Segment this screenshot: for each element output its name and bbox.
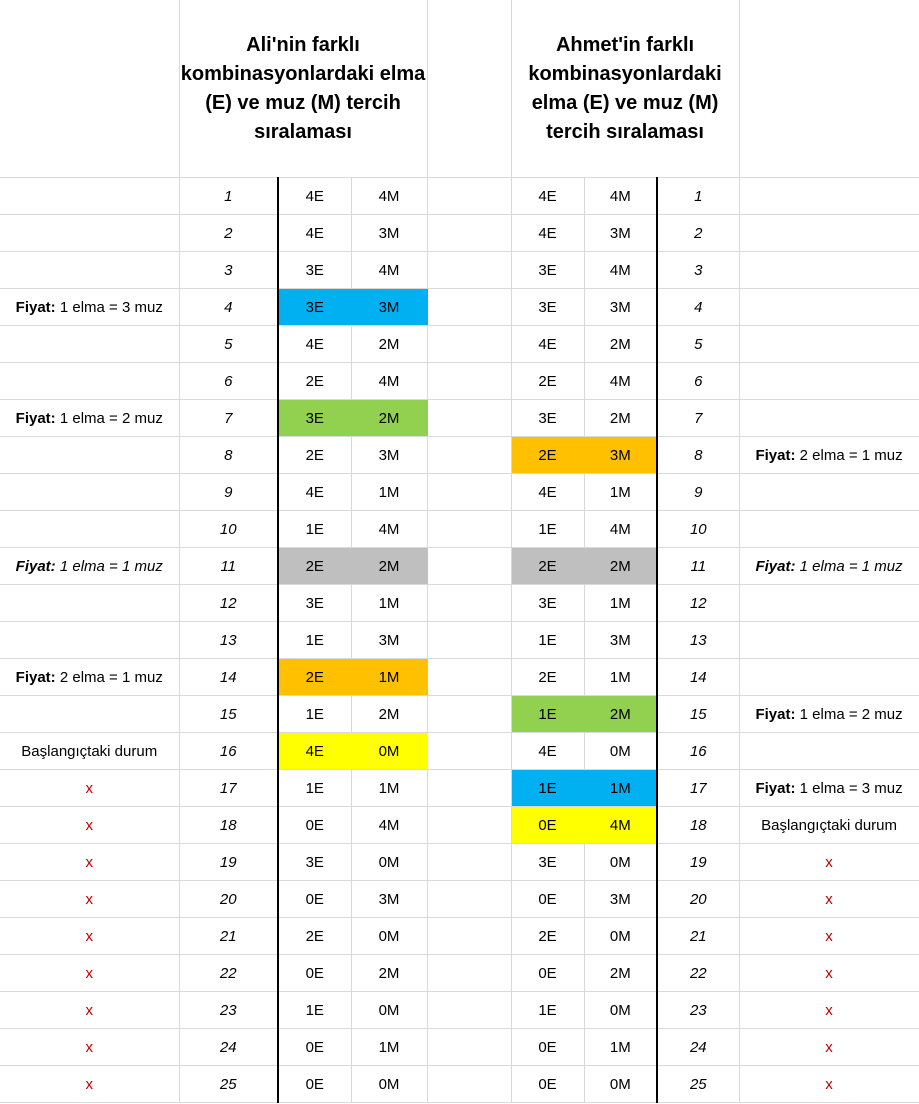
right-note-cell <box>739 807 919 844</box>
ali-rank: 13 <box>179 622 278 659</box>
price-ratio: 1 elma = 2 muz <box>55 409 163 427</box>
ali-rank: 22 <box>179 955 278 992</box>
spacer-cell <box>427 252 511 289</box>
right-note-cell <box>739 770 919 807</box>
header-blank-left <box>0 0 179 178</box>
ahmet-apple-cell: 4E <box>511 215 584 252</box>
ahmet-rank: 23 <box>657 992 739 1029</box>
left-note-cell <box>0 252 179 289</box>
ali-banana-cell: 0M <box>351 1066 427 1103</box>
spacer-cell <box>427 992 511 1029</box>
table-row <box>0 881 919 918</box>
left-note-cell <box>0 807 179 844</box>
ali-rank: 21 <box>179 918 278 955</box>
right-note-cell <box>739 733 919 770</box>
ali-apple-cell: 3E <box>278 252 351 289</box>
ahmet-rank: 15 <box>657 696 739 733</box>
ahmet-apple-cell: 3E <box>511 400 584 437</box>
ali-apple-cell: 0E <box>278 807 351 844</box>
right-note-cell <box>739 918 919 955</box>
ahmet-banana-cell: 4M <box>584 511 657 548</box>
ali-apple-cell: 0E <box>278 955 351 992</box>
right-note-cell <box>739 844 919 881</box>
price-note <box>16 410 163 427</box>
ahmet-rank: 14 <box>657 659 739 696</box>
right-note-cell <box>739 178 919 215</box>
right-note-cell <box>739 252 919 289</box>
ali-rank: 19 <box>179 844 278 881</box>
right-note-cell <box>739 881 919 918</box>
price-ratio: 1 elma = 1 muz <box>55 557 163 575</box>
ahmet-apple-cell: 3E <box>511 585 584 622</box>
price-label: Fiyat: <box>755 557 796 575</box>
spacer-cell <box>427 363 511 400</box>
ali-apple-cell: 0E <box>278 881 351 918</box>
ahmet-banana-cell: 0M <box>584 918 657 955</box>
price-label: Fiyat: <box>755 779 796 797</box>
left-note-cell <box>0 474 179 511</box>
ali-rank: 6 <box>179 363 278 400</box>
price-ratio: 1 elma = 3 muz <box>795 779 903 797</box>
ali-banana-cell: 1M <box>351 1029 427 1066</box>
ali-apple-cell: 4E <box>278 178 351 215</box>
ahmet-banana-cell: 3M <box>584 881 657 918</box>
spacer-cell <box>427 474 511 511</box>
ali-apple-cell: 2E <box>278 548 351 585</box>
ali-header-title: Ali'nin farklı kombinasyonlardaki elma (E) ve muz (M) tercih sıralaması <box>179 0 427 178</box>
ahmet-apple-cell: 4E <box>511 474 584 511</box>
cross-mark: x <box>85 890 93 908</box>
spacer-cell <box>427 918 511 955</box>
ahmet-rank: 9 <box>657 474 739 511</box>
ali-rank: 1 <box>179 178 278 215</box>
left-note-cell <box>0 622 179 659</box>
cross-mark: x <box>825 927 833 945</box>
spacer-cell <box>427 622 511 659</box>
ahmet-banana-cell: 2M <box>584 696 657 733</box>
right-note-cell <box>739 437 919 474</box>
table-row <box>0 770 919 807</box>
ahmet-rank: 1 <box>657 178 739 215</box>
ahmet-banana-cell: 4M <box>584 252 657 289</box>
cross-mark: x <box>825 1001 833 1019</box>
ali-banana-cell: 3M <box>351 881 427 918</box>
ahmet-apple-cell: 0E <box>511 955 584 992</box>
left-note-cell <box>0 992 179 1029</box>
ahmet-apple-cell: 4E <box>511 733 584 770</box>
left-note-cell <box>0 511 179 548</box>
spacer-cell <box>427 548 511 585</box>
ahmet-apple-cell: 1E <box>511 511 584 548</box>
ahmet-rank: 6 <box>657 363 739 400</box>
cross-mark: x <box>85 1038 93 1056</box>
ahmet-rank: 17 <box>657 770 739 807</box>
ali-rank: 15 <box>179 696 278 733</box>
ahmet-apple-cell: 2E <box>511 659 584 696</box>
spacer-cell <box>427 696 511 733</box>
ali-apple-cell: 1E <box>278 622 351 659</box>
ahmet-banana-cell: 2M <box>584 400 657 437</box>
left-note-cell <box>0 659 179 696</box>
left-note-cell <box>0 733 179 770</box>
ali-banana-cell: 2M <box>351 696 427 733</box>
table-row <box>0 474 919 511</box>
left-note-cell <box>0 918 179 955</box>
ahmet-rank: 8 <box>657 437 739 474</box>
table-row <box>0 585 919 622</box>
price-note <box>755 447 902 464</box>
ali-banana-cell: 2M <box>351 548 427 585</box>
spacer-cell <box>427 807 511 844</box>
ali-banana-cell: 3M <box>351 215 427 252</box>
header-blank-middle <box>427 0 511 178</box>
ahmet-rank: 12 <box>657 585 739 622</box>
ali-rank: 12 <box>179 585 278 622</box>
table-body <box>0 178 919 1103</box>
price-label: Fiyat: <box>755 446 796 464</box>
left-note-cell <box>0 1066 179 1103</box>
table-row <box>0 622 919 659</box>
right-note-cell <box>739 289 919 326</box>
right-note-cell <box>739 511 919 548</box>
right-note-cell <box>739 326 919 363</box>
ali-rank: 3 <box>179 252 278 289</box>
cross-mark: x <box>85 779 93 797</box>
ahmet-banana-cell: 1M <box>584 659 657 696</box>
table-row <box>0 326 919 363</box>
ali-banana-cell: 1M <box>351 770 427 807</box>
ali-banana-cell: 1M <box>351 659 427 696</box>
ahmet-apple-cell: 3E <box>511 844 584 881</box>
ahmet-banana-cell: 0M <box>584 733 657 770</box>
header-row <box>0 0 919 178</box>
cross-mark: x <box>85 1001 93 1019</box>
left-note-cell <box>0 585 179 622</box>
ahmet-rank: 13 <box>657 622 739 659</box>
ahmet-banana-cell: 1M <box>584 1029 657 1066</box>
ahmet-rank: 18 <box>657 807 739 844</box>
price-ratio: 1 elma = 3 muz <box>55 298 163 316</box>
ali-banana-cell: 3M <box>351 437 427 474</box>
table-row <box>0 437 919 474</box>
spacer-cell <box>427 955 511 992</box>
table-row <box>0 178 919 215</box>
initial-state-note: Başlangıçtaki durum <box>21 742 158 760</box>
ali-rank: 10 <box>179 511 278 548</box>
left-note-cell <box>0 548 179 585</box>
ali-banana-cell: 4M <box>351 252 427 289</box>
cross-mark: x <box>825 853 833 871</box>
ali-apple-cell: 3E <box>278 289 351 326</box>
ahmet-banana-cell: 2M <box>584 548 657 585</box>
spacer-cell <box>427 1029 511 1066</box>
ahmet-rank: 11 <box>657 548 739 585</box>
price-note <box>16 669 163 686</box>
spacer-cell <box>427 585 511 622</box>
cross-mark: x <box>825 964 833 982</box>
ahmet-rank: 2 <box>657 215 739 252</box>
price-note <box>16 558 163 575</box>
ahmet-apple-cell: 2E <box>511 548 584 585</box>
ahmet-apple-cell: 4E <box>511 326 584 363</box>
price-label: Fiyat: <box>755 705 796 723</box>
left-note-cell <box>0 770 179 807</box>
ahmet-apple-cell: 3E <box>511 289 584 326</box>
ahmet-banana-cell: 4M <box>584 178 657 215</box>
ali-banana-cell: 4M <box>351 363 427 400</box>
price-ratio: 2 elma = 1 muz <box>795 446 903 464</box>
spacer-cell <box>427 770 511 807</box>
table-row <box>0 215 919 252</box>
right-note-cell <box>739 585 919 622</box>
ahmet-banana-cell: 2M <box>584 326 657 363</box>
ali-apple-cell: 3E <box>278 585 351 622</box>
ahmet-apple-cell: 1E <box>511 992 584 1029</box>
ali-rank: 8 <box>179 437 278 474</box>
ali-rank: 9 <box>179 474 278 511</box>
ahmet-rank: 21 <box>657 918 739 955</box>
ali-banana-cell: 4M <box>351 807 427 844</box>
ali-apple-cell: 1E <box>278 770 351 807</box>
ahmet-apple-cell: 1E <box>511 622 584 659</box>
ali-rank: 20 <box>179 881 278 918</box>
ali-apple-cell: 2E <box>278 918 351 955</box>
spacer-cell <box>427 1066 511 1103</box>
table-row <box>0 400 919 437</box>
ali-banana-cell: 3M <box>351 289 427 326</box>
ahmet-apple-cell: 0E <box>511 807 584 844</box>
ahmet-rank: 5 <box>657 326 739 363</box>
price-label: Fiyat: <box>15 409 56 427</box>
ali-banana-cell: 1M <box>351 474 427 511</box>
cross-mark: x <box>825 1075 833 1093</box>
ali-banana-cell: 2M <box>351 326 427 363</box>
ahmet-banana-cell: 0M <box>584 1066 657 1103</box>
ahmet-banana-cell: 4M <box>584 807 657 844</box>
ali-rank: 4 <box>179 289 278 326</box>
ali-banana-cell: 0M <box>351 918 427 955</box>
cross-mark: x <box>825 890 833 908</box>
spacer-cell <box>427 844 511 881</box>
ahmet-apple-cell: 0E <box>511 1066 584 1103</box>
ali-apple-cell: 4E <box>278 326 351 363</box>
ahmet-header-title: Ahmet'in farklı kombinasyonlardaki elma (E) ve muz (M) tercih sıralaması <box>511 0 739 178</box>
right-note-cell <box>739 696 919 733</box>
spacer-cell <box>427 659 511 696</box>
table-row <box>0 844 919 881</box>
ali-apple-cell: 4E <box>278 733 351 770</box>
left-note-cell <box>0 289 179 326</box>
right-note-cell <box>739 215 919 252</box>
ali-rank: 7 <box>179 400 278 437</box>
spacer-cell <box>427 215 511 252</box>
ahmet-banana-cell: 2M <box>584 955 657 992</box>
ahmet-banana-cell: 1M <box>584 585 657 622</box>
table-row <box>0 252 919 289</box>
ali-apple-cell: 1E <box>278 992 351 1029</box>
price-note <box>755 558 902 575</box>
ahmet-banana-cell: 4M <box>584 363 657 400</box>
ahmet-banana-cell: 3M <box>584 437 657 474</box>
ahmet-banana-cell: 0M <box>584 992 657 1029</box>
ahmet-banana-cell: 3M <box>584 622 657 659</box>
ali-rank: 23 <box>179 992 278 1029</box>
price-label: Fiyat: <box>15 298 56 316</box>
ali-apple-cell: 3E <box>278 400 351 437</box>
price-ratio: 1 elma = 1 muz <box>795 557 903 575</box>
ali-banana-cell: 0M <box>351 844 427 881</box>
ali-apple-cell: 0E <box>278 1029 351 1066</box>
ahmet-banana-cell: 0M <box>584 844 657 881</box>
ahmet-rank: 24 <box>657 1029 739 1066</box>
right-note-cell <box>739 474 919 511</box>
table-row <box>0 659 919 696</box>
ali-banana-cell: 0M <box>351 992 427 1029</box>
left-note-cell <box>0 844 179 881</box>
ali-banana-cell: 0M <box>351 733 427 770</box>
price-label: Fiyat: <box>15 668 56 686</box>
ahmet-rank: 4 <box>657 289 739 326</box>
table-row <box>0 955 919 992</box>
ali-banana-cell: 1M <box>351 585 427 622</box>
ahmet-rank: 20 <box>657 881 739 918</box>
ali-apple-cell: 4E <box>278 474 351 511</box>
spacer-cell <box>427 400 511 437</box>
ali-apple-cell: 2E <box>278 659 351 696</box>
price-note <box>755 780 902 797</box>
right-note-cell <box>739 400 919 437</box>
ali-rank: 18 <box>179 807 278 844</box>
left-note-cell <box>0 178 179 215</box>
spacer-cell <box>427 733 511 770</box>
table-row <box>0 733 919 770</box>
table-row <box>0 1029 919 1066</box>
left-note-cell <box>0 363 179 400</box>
ahmet-rank: 3 <box>657 252 739 289</box>
spacer-cell <box>427 289 511 326</box>
table-row <box>0 1066 919 1103</box>
ahmet-banana-cell: 3M <box>584 215 657 252</box>
ahmet-apple-cell: 2E <box>511 363 584 400</box>
ahmet-apple-cell: 1E <box>511 770 584 807</box>
ali-banana-cell: 4M <box>351 178 427 215</box>
ali-banana-cell: 4M <box>351 511 427 548</box>
spacer-cell <box>427 326 511 363</box>
right-note-cell <box>739 955 919 992</box>
cross-mark: x <box>85 816 93 834</box>
table-row <box>0 511 919 548</box>
ahmet-apple-cell: 3E <box>511 252 584 289</box>
right-note-cell <box>739 548 919 585</box>
ali-rank: 14 <box>179 659 278 696</box>
right-note-cell <box>739 622 919 659</box>
left-note-cell <box>0 1029 179 1066</box>
ahmet-banana-cell: 3M <box>584 289 657 326</box>
left-note-cell <box>0 437 179 474</box>
price-ratio: 1 elma = 2 muz <box>795 705 903 723</box>
price-ratio: 2 elma = 1 muz <box>55 668 163 686</box>
ali-rank: 2 <box>179 215 278 252</box>
header-blank-right <box>739 0 919 178</box>
right-note-cell <box>739 363 919 400</box>
table-row <box>0 363 919 400</box>
spacer-cell <box>427 437 511 474</box>
spacer-cell <box>427 178 511 215</box>
table-row <box>0 918 919 955</box>
ali-apple-cell: 2E <box>278 363 351 400</box>
left-note-cell <box>0 696 179 733</box>
ali-apple-cell: 2E <box>278 437 351 474</box>
ahmet-rank: 16 <box>657 733 739 770</box>
spacer-cell <box>427 511 511 548</box>
ali-apple-cell: 0E <box>278 1066 351 1103</box>
ali-rank: 25 <box>179 1066 278 1103</box>
ahmet-banana-cell: 1M <box>584 770 657 807</box>
ahmet-apple-cell: 4E <box>511 178 584 215</box>
ahmet-banana-cell: 1M <box>584 474 657 511</box>
ali-apple-cell: 3E <box>278 844 351 881</box>
cross-mark: x <box>85 1075 93 1093</box>
ali-rank: 17 <box>179 770 278 807</box>
ali-rank: 5 <box>179 326 278 363</box>
ali-rank: 24 <box>179 1029 278 1066</box>
table-row <box>0 696 919 733</box>
ahmet-rank: 22 <box>657 955 739 992</box>
ali-banana-cell: 2M <box>351 955 427 992</box>
left-note-cell <box>0 400 179 437</box>
left-note-cell <box>0 215 179 252</box>
left-note-cell <box>0 955 179 992</box>
ahmet-apple-cell: 0E <box>511 1029 584 1066</box>
ahmet-rank: 10 <box>657 511 739 548</box>
spacer-cell <box>427 881 511 918</box>
table-row <box>0 992 919 1029</box>
cross-mark: x <box>85 927 93 945</box>
price-label: Fiyat: <box>15 557 56 575</box>
ali-banana-cell: 2M <box>351 400 427 437</box>
ahmet-apple-cell: 0E <box>511 881 584 918</box>
cross-mark: x <box>825 1038 833 1056</box>
left-note-cell <box>0 881 179 918</box>
ahmet-rank: 7 <box>657 400 739 437</box>
right-note-cell <box>739 659 919 696</box>
ali-apple-cell: 4E <box>278 215 351 252</box>
ahmet-rank: 19 <box>657 844 739 881</box>
table-row <box>0 807 919 844</box>
right-note-cell <box>739 1066 919 1103</box>
right-note-cell <box>739 1029 919 1066</box>
left-note-cell <box>0 326 179 363</box>
ali-apple-cell: 1E <box>278 696 351 733</box>
cross-mark: x <box>85 964 93 982</box>
table-row <box>0 289 919 326</box>
ali-rank: 16 <box>179 733 278 770</box>
ali-apple-cell: 1E <box>278 511 351 548</box>
ali-rank: 11 <box>179 548 278 585</box>
price-note <box>16 299 163 316</box>
initial-state-note: Başlangıçtaki durum <box>761 816 897 834</box>
ahmet-apple-cell: 2E <box>511 437 584 474</box>
table-row <box>0 548 919 585</box>
cross-mark: x <box>85 853 93 871</box>
ahmet-apple-cell: 2E <box>511 918 584 955</box>
ahmet-rank: 25 <box>657 1066 739 1103</box>
right-note-cell <box>739 992 919 1029</box>
ahmet-apple-cell: 1E <box>511 696 584 733</box>
ali-banana-cell: 3M <box>351 622 427 659</box>
price-note <box>755 706 902 723</box>
